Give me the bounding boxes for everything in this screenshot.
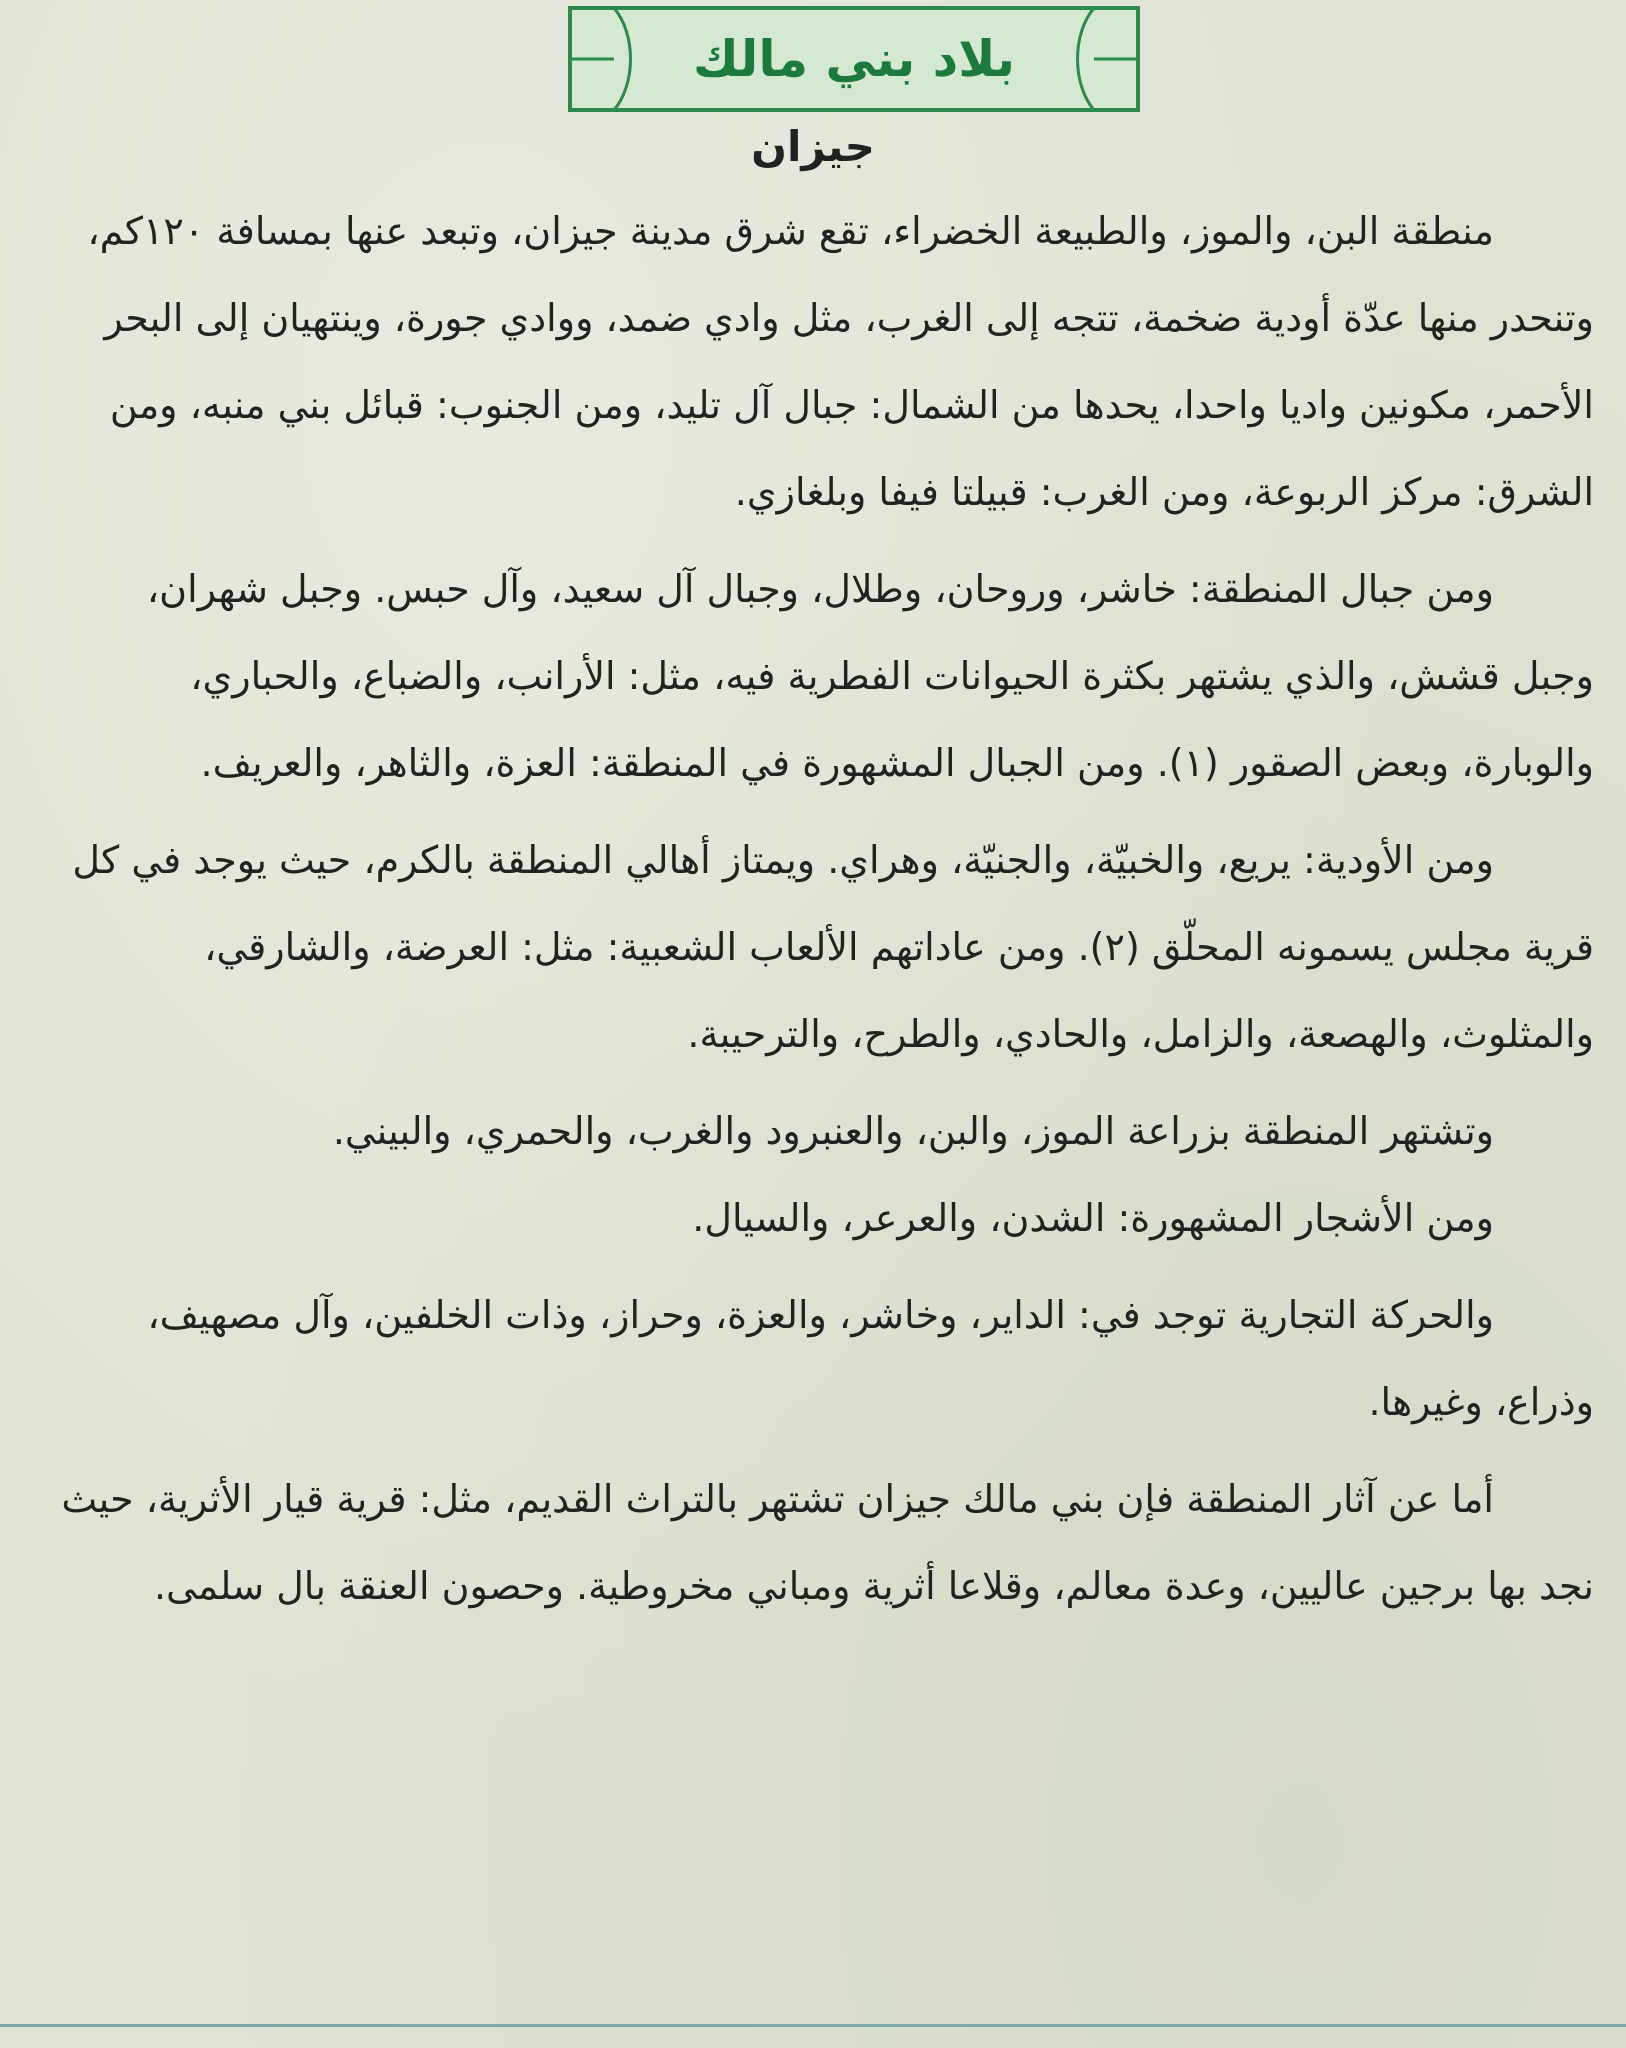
paragraph: ومن جبال المنطقة: خاشر، وروحان، وطلال، وجبال آل سعيد، وآل حبس. وجبل شهران، وجبل قشش، والذي يشتهر بكثرة الحيوانات الفطرية فيه، مثل: الأرانب، والضباع، والحباري، والوبارة، وبعض الصقور (١). ومن الجبال المشهورة في المنطقة: العزة، والثاهر، والعريف. bbox=[146, 567, 1594, 785]
header-title: بلاد بني مالك bbox=[692, 30, 1016, 88]
paragraph: ومن الأشجار المشهورة: الشدن، والعرعر، والسيال. bbox=[692, 1196, 1494, 1240]
bottom-divider bbox=[0, 2024, 1626, 2027]
paragraph: منطقة البن، والموز، والطبيعة الخضراء، تقع شرق مدينة جيزان، وتبعد عنها بمسافة ١٢٠كم، وتنحدر منها عدّة أودية ضخمة، تتجه إلى الغرب، مثل وادي ضمد، ووادي جورة، وينتهيان إلى البحر الأحمر، مكونين واديا واحدا، يحدها من الشمال: جبال آل تليد، ومن الجنوب: قبائل بني منبه، ومن الشرق: مركز الربوعة، ومن الغرب: قبيلتا فيفا وبلغازي. bbox=[87, 209, 1594, 514]
header-title-frame bbox=[566, 4, 1142, 114]
paragraph: أما عن آثار المنطقة فإن بني مالك جيزان تشتهر بالتراث القديم، مثل: قرية قيار الأثرية، حيث نجد بها برجين عاليين، وعدة معالم، وقلاعا أثرية ومباني مخروطية. وحصون العنقة بال سلمى. bbox=[61, 1477, 1594, 1608]
section-title: جيزان bbox=[751, 122, 875, 171]
paragraph: ومن الأودية: يريع، والخبيّة، والجنيّة، وهراي. ويمتاز أهالي المنطقة بالكرم، حيث يوجد في كل قرية مجلس يسمونه المحلّق (٢). ومن عاداتهم الألعاب الشعبية: مثل: العرضة، والشارقي، والمثلوث، والهصعة، والزامل، والحادي، والطرح، والترحيبة. bbox=[72, 838, 1594, 1056]
paragraph: والحركة التجارية توجد في: الداير، وخاشر، والعزة، وحراز، وذات الخلفين، وآل مصهيف، وذراع، وغيرها. bbox=[147, 1293, 1594, 1424]
article-body bbox=[54, 188, 1594, 1630]
paragraph: وتشتهر المنطقة بزراعة الموز، والبن، والعنبرود والغرب، والحمري، والبيني. bbox=[332, 1109, 1494, 1153]
